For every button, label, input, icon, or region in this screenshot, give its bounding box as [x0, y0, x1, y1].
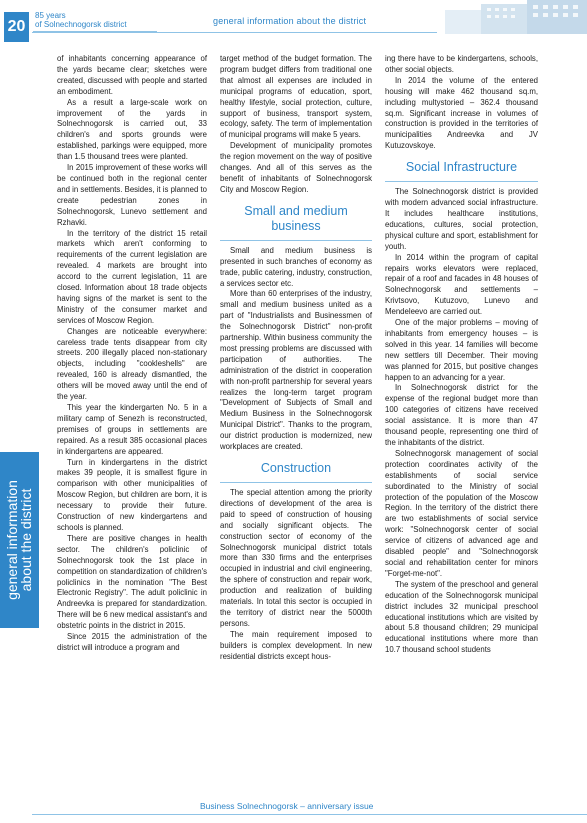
paragraph: One of the major problems – moving of inhabitants from emergency houses – is solved in this year. 14 families will become new settlers till December. Their moving was planned for 2015, but positive changes happen to an advancing for a year. — [385, 318, 538, 382]
paragraph: In 2015 improvement of these works will be continued both in the regional center and in settlements. Besides, it is planned to create pedestrian zones in Solnechnogorsk, Lunevo settlement and Rzhavki. — [57, 163, 207, 227]
column-left — [57, 54, 207, 654]
heading-social-infrastructure: Social Infrastructure — [405, 160, 518, 175]
paragraph: In 2014 the volume of the entered housing will make 462 thousand sq.m, including multystoried – 362.4 thousand sq.m. Significant increase in volumes of construction is provided in the territories of municipalities Andreevka and JV Kutuzovskoye. — [385, 75, 538, 151]
heading-construction: Construction — [260, 461, 332, 475]
side-tab-label — [5, 480, 33, 600]
paragraph: Changes are noticeable everywhere: careless trade tents disappear from city streets. 200 illegally placed non-stationary objects, including "cookleshells" are revealed, 160 is already dismantled, the others will be moved away until the end of the year. — [57, 326, 207, 402]
section-title: general information about the district — [213, 16, 367, 26]
paragraph: The main requirement imposed to builders is complex development. In new residential districts except hous- — [220, 629, 372, 661]
paragraph: More than 60 enterprises of the industry, small and medium business united as a part of "Industrialists and Businessmen of the Solnechnogorsk District" non-profit partnership. Within business community the most pressing problems are discussed with participation of authorities. The administration of the district in cooperation with non-profit partnership for several years realizes the long-term target program "Development of Subjects of Small and Medium Business in the Solnechnogorsk Municipal District". Thanks to the program, our district production is modernized, new workplaces are created. — [220, 289, 372, 452]
paragraph: As a result a large-scale work on improvement of the yards in Solnechnogorsk is carried out, 33 children's and sports grounds were established, parkings were equipped, more than 1.5 thousand trees were planted. — [57, 97, 207, 162]
column-right — [385, 54, 538, 656]
paragraph: This year the kindergarten No. 5 in a military camp of Senezh is reconstructed, premises of groups in settlements are repaired. As a result 385 occasional places in kindergartens are appeared. — [57, 403, 207, 456]
anniversary-district: of Solnechnogorsk district — [35, 20, 127, 29]
paragraph: Turn in kindergartens in the district makes 39 people, it is smallest figure in comparison with other municipalities of Moscow Region, but children are born, it is necessary to provide their future. Construction of new kindergartens and schools is planned. — [57, 457, 207, 532]
paragraph: In Solnechnogorsk district for the expense of the regional budget more than 100 categories of citizens have received social assistance. It is more than 47 thousand people, representing one third of the inhabitants of the district. — [385, 383, 538, 447]
building-illustration — [437, 0, 587, 34]
heading-underline — [220, 482, 372, 483]
paragraph: Development of municipality promotes the region movement on the way of positive changes. And all of this serves as the benefit of inhabitants of Solnechnogorsk City and Moscow Region. — [220, 141, 372, 194]
heading-underline — [385, 181, 538, 182]
paragraph: The Solnechnogorsk district is provided with modern advanced social infrastructure. It includes healthcare institutions, educations, cultures, social protection, physical culture and sport, establishment for youth. — [385, 187, 538, 251]
heading-underline — [220, 240, 372, 241]
paragraph: In 2014 within the program of capital repairs works elevators were replaced, repair of a roof and facades in 48 houses of Solnechnogorsk and settlements – Krivtsovo, Kutuzovo, Lunevo and Mendeleevo are carried out. — [385, 252, 538, 317]
paragraph: In the territory of the district 15 retail markets which aren't conforming to requirements of the current legislation are revealed. 4 markets are brought into accord to the current legislation, 11 are closed. Information about 18 trade objects having signs of the market is sent to the Ministry of the consumer market and services of Moscow Region. — [57, 228, 207, 325]
paragraph: Solnechnogorsk management of social protection coordinates activity of the establishments of social service subordinated to the Ministry of social protection of the population of the Moscow Region. In the territory of the district there are two establishments of social service work: "Solnechnogorsk center of social service of citizens of advanced age and disabled people" and "Solnechnogorsk social and rehabilitation center for minors "Forget-me-not". — [385, 448, 538, 578]
footer-publication: Business Solnechnogorsk – anniversary issue — [200, 801, 374, 811]
column-middle — [220, 54, 372, 663]
paragraph: of inhabitants concerning appearance of the yards became clear; sketches were created, discussed with people and started an embodiment. — [57, 54, 207, 96]
heading-small-medium-business: Small and medium business — [244, 203, 348, 233]
page-footer — [0, 795, 587, 823]
paragraph: There are positive changes in health sector. The children's policlinic of Solnechnogorsk took the 1st place in competition on standardization of children's policlinics in the nomination "The Best Electronic Registry". The adult policlinic in Andreevka is prepared for standardization. There will be 6 new medical assistant's and obstetric points in the district in 2015. — [57, 533, 207, 631]
page-header — [0, 0, 587, 42]
paragraph: Small and medium business is presented in such branches of economy as trade, public catering, industry, construction, a services sector etc. — [220, 245, 372, 288]
paragraph: The special attention among the priority directions of development of the area is paid to speed of construction of housing and socially significant objects. The construction sector of economy of the Solnechnogorsk municipal district totals more than 330 firms and the enterprises occupied in industrial and civil engineering, the sphere of construction and repair work, production and realization of building materials. In total this sector is occupied in the territory of district near the 5000th persons. — [220, 488, 372, 628]
footer-divider — [32, 814, 587, 815]
paragraph: The system of the preschool and general education of the Solnechnogorsk municipal district includes 32 municipal preschool educational institutions which are visited by about 5.8 thousand children; 29 municipal educational institutions where more than 10.7 thousand school students — [385, 579, 538, 655]
paragraph: Since 2015 the administration of the district will introduce a program and — [57, 632, 207, 652]
side-tab-line1: general information — [4, 480, 20, 600]
anniversary-label — [35, 11, 127, 29]
page-number: 20 — [4, 12, 29, 42]
paragraph: ing there have to be kindergartens, schools, other social objects. — [385, 54, 538, 74]
paragraph: target method of the budget formation. The program budget differs from traditional one that almost all expenses are included in municipal programs of education, sport, healthy lifestyle, social protection, culture, support of business, transport system, ecology, safety. The term of implementation of municipal programs will make 5 years. — [220, 54, 372, 140]
side-tab-line2: about the district — [18, 488, 34, 592]
anniversary-years: 85 years — [35, 11, 66, 20]
